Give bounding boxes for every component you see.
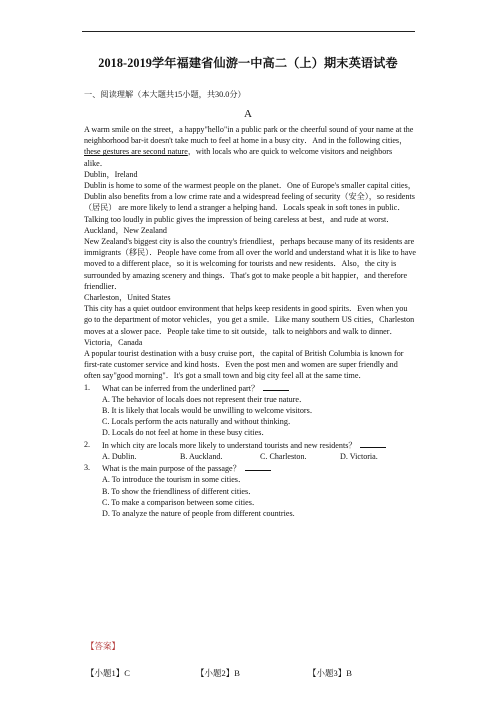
city-heading-charleston: Charleston，United States [84, 293, 171, 303]
intro-text-after: ，with locals who are quick to welcome visitors and neighbors alike． [84, 147, 393, 168]
answer-label: 【答案】 [86, 641, 121, 651]
question-number: 2. [84, 439, 91, 449]
question-1 [84, 382, 416, 394]
city-heading-auckland: Auckland，New Zealand [84, 225, 167, 235]
option: C. Charleston. [260, 451, 307, 461]
option: D. Victoria. [340, 451, 378, 461]
option: D. Locals do not feel at home in these busy cities． [102, 428, 270, 438]
option: B. Auckland. [180, 451, 223, 461]
header-rule [82, 31, 415, 32]
options-row [84, 451, 416, 462]
answer-blank [263, 382, 289, 391]
question-2 [84, 439, 416, 451]
exam-title: 2018-2019学年福建省仙游一中高二（上）期末英语试卷 [98, 56, 398, 70]
underlined-phrase: these gestures are second nature [84, 147, 188, 157]
question-stem: In which city are locals more likely to understand tourists and new residents？ [102, 440, 357, 450]
question-stem: What can be inferred from the underlined part？ [102, 383, 260, 393]
question-3 [84, 462, 416, 474]
answer-blank [245, 462, 271, 471]
city-heading-victoria: Victoria，Canada [84, 337, 143, 347]
answer-item: 【小题2】B [196, 668, 240, 678]
passage-body [84, 124, 416, 519]
answer-item: 【小题1】C [86, 668, 130, 678]
question-stem: What is the main purpose of the passage？ [102, 464, 241, 474]
section-heading: 一、阅读理解（本大题共15小题，共30.0分） [84, 90, 246, 99]
city-text-victoria: A popular tourist destination with a busy cruise port，the capital of British Columbia is known for first-rate customer service and kind hosts．Even the post men and women are super friendly and often say"good morning"．It's got a small town and big city feel all at the same time． [84, 349, 404, 381]
passage-letter: A [244, 108, 252, 120]
city-text-charleston: This city has a quiet outdoor environment that helps keep residents in good spirits．Even when you go to the department of motor vehicles，you get a smile．Like many southern US cities，Charleston moves at a slower pace．People take time to sit outside，talk to neighbors and walk to dinner． [84, 304, 415, 336]
option: A. The behavior of locals does not represent their true nature． [102, 394, 308, 404]
option: B. To show the friendliness of different cities． [102, 486, 257, 496]
city-heading-dublin: Dublin，Ireland [84, 169, 138, 179]
option: A. To introduce the tourism in some cities． [102, 475, 247, 485]
city-text-auckland: New Zealand's biggest city is also the country's friendliest，perhaps because many of its residents are immigrants（移民）．People have come from all over the world and understand what it is like to have moved to a different place，so it is welcoming for tourists and new residents．Also，the city is surrounded by amazing scenery and things．That's got to make people a bit happier，and therefore friendlier． [84, 237, 416, 291]
option: A. Dublin. [102, 451, 137, 461]
answer-item: 【小题3】B [308, 668, 352, 678]
city-text-dublin: Dublin is home to some of the warmest people on the planet．One of Europe's smaller capital cities，Dublin also benefits from a low crime rate and a widespread feeling of security（安全），so residents（居民） are more likely to lend a stranger a helping hand．Locals speak in soft tones in public．Talking too loudly in public gives the impression of being careless at best，and rude at worst． [84, 181, 416, 224]
option: B. It is likely that locals would be unwilling to welcome visitors． [102, 406, 318, 416]
intro-text-before: A warm smile on the street，a happy"hello"in a public park or the cheerful sound of your name at the neighborhood bar-it doesn't take much to feel at home in a busy city．And in the following cities， [84, 125, 414, 146]
option: C. Locals perform the acts naturally and without thinking． [102, 417, 296, 427]
intro-paragraph [84, 124, 416, 169]
question-number: 1. [84, 382, 91, 392]
option: C. To make a comparison between some cities． [102, 497, 260, 507]
option: D. To analyze the nature of people from different countries. [102, 508, 295, 518]
answer-blank [360, 439, 386, 448]
question-number: 3. [84, 463, 91, 473]
